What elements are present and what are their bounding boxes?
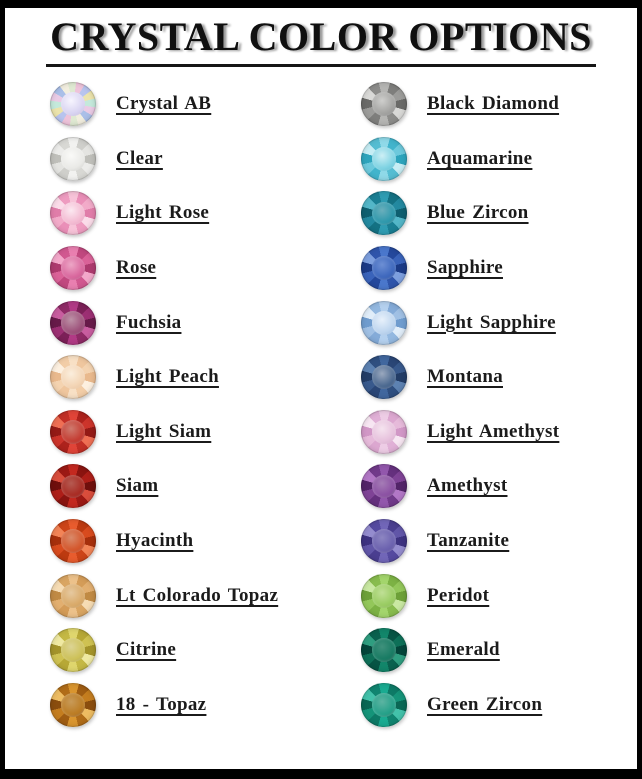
- black-diamond-gem-swatch: [361, 82, 407, 126]
- gem-table: [61, 147, 86, 171]
- crystal-row-black-diamond: [321, 77, 637, 132]
- page-title: CRYSTAL COLOR OPTIONS: [50, 14, 592, 59]
- gem-table: [372, 147, 397, 171]
- gem-table: [372, 420, 397, 444]
- crystal-label: Amethyst: [427, 475, 508, 497]
- crystal-row-green-zircon: [321, 678, 637, 733]
- crystal-label: Black Diamond: [427, 93, 560, 115]
- crystal-row-rose: [5, 241, 321, 296]
- amethyst-gem-swatch: [361, 464, 407, 508]
- left-column: [5, 77, 321, 732]
- crystal-label: Hyacinth: [116, 530, 194, 552]
- gem-table: [372, 365, 397, 389]
- crystal-label: Light Sapphire: [427, 311, 556, 333]
- emerald-gem-swatch: [361, 628, 407, 672]
- light-amethyst-gem-swatch: [361, 410, 407, 454]
- crystal-row-crystal-ab: [5, 77, 321, 132]
- crystal-label: Light Peach: [116, 366, 219, 388]
- crystal-label: Fuchsia: [116, 311, 182, 333]
- hyacinth-gem-swatch: [50, 519, 96, 563]
- gem-table: [372, 202, 397, 226]
- crystal-label: Light Siam: [116, 420, 212, 442]
- crystal-row-montana: [321, 350, 637, 405]
- crystal-row-clear: [5, 132, 321, 187]
- gem-table: [61, 638, 86, 662]
- crystal-row-lt-colorado-topaz: [5, 568, 321, 623]
- siam-gem-swatch: [50, 464, 96, 508]
- crystal-label: Light Amethyst: [427, 420, 560, 442]
- crystal-row-light-siam: [5, 405, 321, 460]
- crystal-label: Citrine: [116, 639, 177, 661]
- sapphire-gem-swatch: [361, 246, 407, 290]
- gem-table: [61, 92, 86, 116]
- green-zircon-gem-swatch: [361, 683, 407, 727]
- crystal-row-light-rose: [5, 186, 321, 241]
- crystal-row-light-amethyst: [321, 405, 637, 460]
- crystal-label: Emerald: [427, 639, 500, 661]
- 18-topaz-gem-swatch: [50, 683, 96, 727]
- aquamarine-gem-swatch: [361, 137, 407, 181]
- crystal-row-sapphire: [321, 241, 637, 296]
- blue-zircon-gem-swatch: [361, 191, 407, 235]
- crystal-label: Green Zircon: [427, 693, 543, 715]
- crystal-label: Sapphire: [427, 257, 503, 279]
- page-title-underline: [46, 14, 596, 67]
- light-sapphire-gem-swatch: [361, 301, 407, 345]
- gem-table: [61, 420, 86, 444]
- gem-table: [372, 256, 397, 280]
- crystal-row-siam: [5, 459, 321, 514]
- crystal-row-light-sapphire: [321, 295, 637, 350]
- crystal-row-aquamarine: [321, 132, 637, 187]
- gem-table: [61, 584, 86, 608]
- gem-table: [372, 92, 397, 116]
- crystal-row-amethyst: [321, 459, 637, 514]
- gem-table: [61, 529, 86, 553]
- gem-table: [61, 693, 86, 717]
- crystal-label: Light Rose: [116, 202, 210, 224]
- gem-table: [372, 584, 397, 608]
- light-peach-gem-swatch: [50, 355, 96, 399]
- lt-colorado-topaz-gem-swatch: [50, 574, 96, 618]
- gem-table: [372, 638, 397, 662]
- crystal-row-tanzanite: [321, 514, 637, 569]
- crystal-label: Peridot: [427, 584, 490, 606]
- citrine-gem-swatch: [50, 628, 96, 672]
- tanzanite-gem-swatch: [361, 519, 407, 563]
- crystal-label: Lt Colorado Topaz: [116, 584, 279, 606]
- montana-gem-swatch: [361, 355, 407, 399]
- light-rose-gem-swatch: [50, 191, 96, 235]
- light-siam-gem-swatch: [50, 410, 96, 454]
- gem-table: [61, 475, 86, 499]
- gem-table: [61, 311, 86, 335]
- crystal-label: Siam: [116, 475, 159, 497]
- gem-table: [61, 202, 86, 226]
- rose-gem-swatch: [50, 246, 96, 290]
- right-column: [321, 77, 637, 732]
- gem-table: [372, 693, 397, 717]
- crystal-label: Clear: [116, 147, 163, 169]
- gem-table: [372, 311, 397, 335]
- crystal-row-peridot: [321, 568, 637, 623]
- crystal-grid: [5, 77, 637, 732]
- peridot-gem-swatch: [361, 574, 407, 618]
- gem-table: [372, 475, 397, 499]
- crystal-label: Tanzanite: [427, 530, 510, 552]
- crystal-ab-gem-swatch: [50, 82, 96, 126]
- crystal-label: 18 - Topaz: [116, 693, 207, 715]
- crystal-row-emerald: [321, 623, 637, 678]
- crystal-row-18-topaz: [5, 678, 321, 733]
- crystal-row-citrine: [5, 623, 321, 678]
- clear-gem-swatch: [50, 137, 96, 181]
- fuchsia-gem-swatch: [50, 301, 96, 345]
- gem-table: [61, 256, 86, 280]
- crystal-label: Blue Zircon: [427, 202, 529, 224]
- crystal-row-blue-zircon: [321, 186, 637, 241]
- crystal-label: Crystal AB: [116, 93, 212, 115]
- crystal-label: Aquamarine: [427, 147, 533, 169]
- crystal-label: Rose: [116, 257, 157, 279]
- crystal-label: Montana: [427, 366, 503, 388]
- crystal-row-fuchsia: [5, 295, 321, 350]
- gem-table: [61, 365, 86, 389]
- gem-table: [372, 529, 397, 553]
- crystal-row-hyacinth: [5, 514, 321, 569]
- crystal-row-light-peach: [5, 350, 321, 405]
